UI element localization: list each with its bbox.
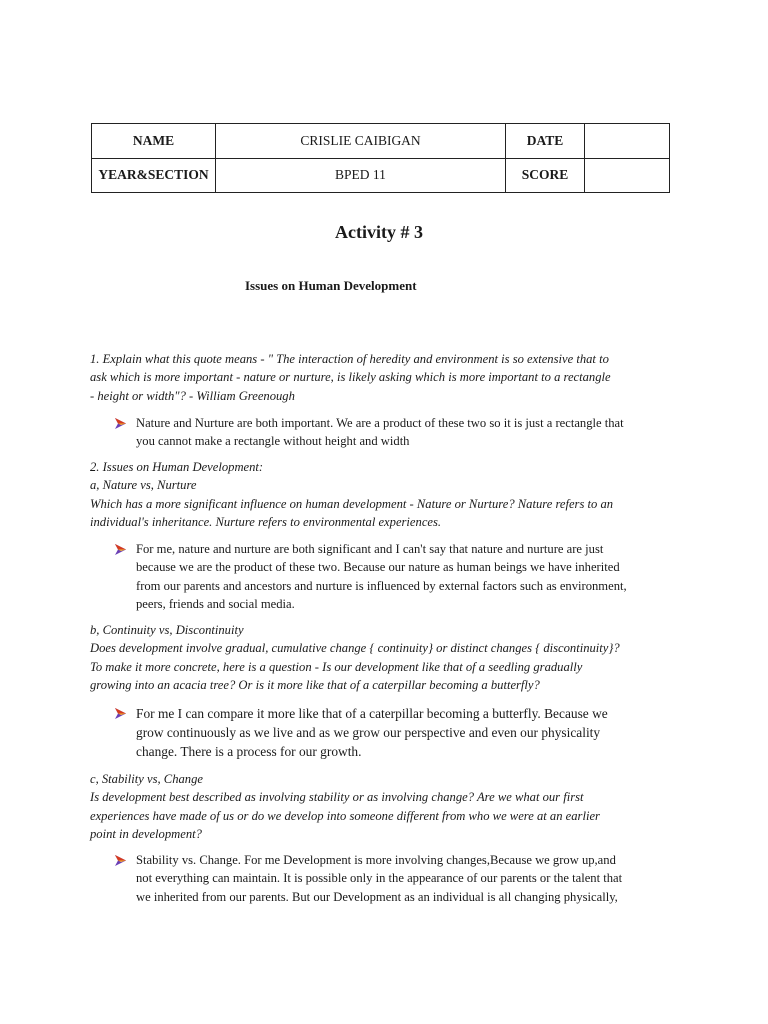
question-line: point in development? <box>90 826 202 841</box>
name-value: CRISLIE CAIBIGAN <box>216 124 506 159</box>
answer-line: because we are the product of these two. Because our nature as human beings we have inherited <box>136 560 620 575</box>
section-label: YEAR&SECTION <box>92 158 216 193</box>
answer-line: For me I can compare it more like that of a caterpillar becoming a butterfly. Because we <box>136 706 608 721</box>
question-line: Does development involve gradual, cumulative change { continuity} or distinct changes { discontinuity}? <box>90 641 620 656</box>
section-value: BPED 11 <box>216 158 506 193</box>
answer-3 <box>114 704 684 762</box>
question-line: b, Continuity vs, Discontinuity <box>90 623 244 637</box>
table-row <box>92 158 670 193</box>
question-line: 2. Issues on Human Development: <box>90 460 264 474</box>
question-line: ask which is more important - nature or nurture, is likely asking which is more important to a rectangle <box>90 370 611 385</box>
score-value <box>585 158 670 193</box>
answer-line: peers, friends and social media. <box>136 596 295 611</box>
activity-subtitle: Issues on Human Development <box>245 278 417 293</box>
question-4 <box>90 770 680 843</box>
question-line: individual's inheritance. Nurture refers to environmental experiences. <box>90 514 442 529</box>
answer-line: not everything can maintain. It is possible only in the appearance of our parents or the talent that <box>136 871 623 886</box>
student-info-table <box>91 123 670 193</box>
answer-line: For me, nature and nurture are both significant and I can't say that nature and nurture are just <box>136 542 604 556</box>
activity-title: Activity # 3 <box>335 222 423 242</box>
answer-4 <box>114 851 684 906</box>
question-1 <box>90 350 680 405</box>
table-row <box>92 124 670 159</box>
answer-line: change. There is a process for our growth. <box>136 744 362 760</box>
question-line: Which has a more significant influence on human development - Nature or Nurture? Nature refers to an <box>90 496 614 511</box>
question-line: growing into an acacia tree? Or is it more like that of a caterpillar becoming a butterfly? <box>90 677 540 692</box>
arrow-bullet-icon <box>114 707 127 720</box>
answer-line: Nature and Nurture are both important. We are a product of these two so it is just a rectangle that <box>136 416 624 430</box>
arrow-bullet-icon <box>114 854 127 867</box>
question-line: Is development best described as involving stability or as involving change? Are we what our first <box>90 790 584 805</box>
date-value <box>585 124 670 159</box>
question-line: c, Stability vs, Change <box>90 772 203 786</box>
question-3 <box>90 621 680 694</box>
answer-line: grow continuously as we live and as we grow our perspective and even our physicality <box>136 725 601 741</box>
question-line: To make it more concrete, here is a question - Is our development like that of a seedling gradually <box>90 659 583 674</box>
date-label: DATE <box>506 124 585 159</box>
answer-2 <box>114 540 684 613</box>
question-line: a, Nature vs, Nurture <box>90 478 197 493</box>
question-2 <box>90 458 680 531</box>
answer-line: from our parents and ancestors and nurture is influenced by external factors such as environment, <box>136 578 627 593</box>
name-label: NAME <box>92 124 216 159</box>
answer-line: Stability vs. Change. For me Development is more involving changes,Because we grow up,and <box>136 853 616 867</box>
arrow-bullet-icon <box>114 543 127 556</box>
arrow-bullet-icon <box>114 417 127 430</box>
answer-line: you cannot make a rectangle without height and width <box>136 434 410 449</box>
question-line: experiences have made of us or do we develop into someone different from who we were at an earlier <box>90 808 600 823</box>
question-line: - height or width"? - William Greenough <box>90 388 295 403</box>
question-line: 1. Explain what this quote means - " The interaction of heredity and environment is so extensive that to <box>90 352 609 366</box>
score-label: SCORE <box>506 158 585 193</box>
answer-line: we inherited from our parents. But our Development as an individual is all changing physically, <box>136 889 618 904</box>
answer-1 <box>114 414 684 451</box>
